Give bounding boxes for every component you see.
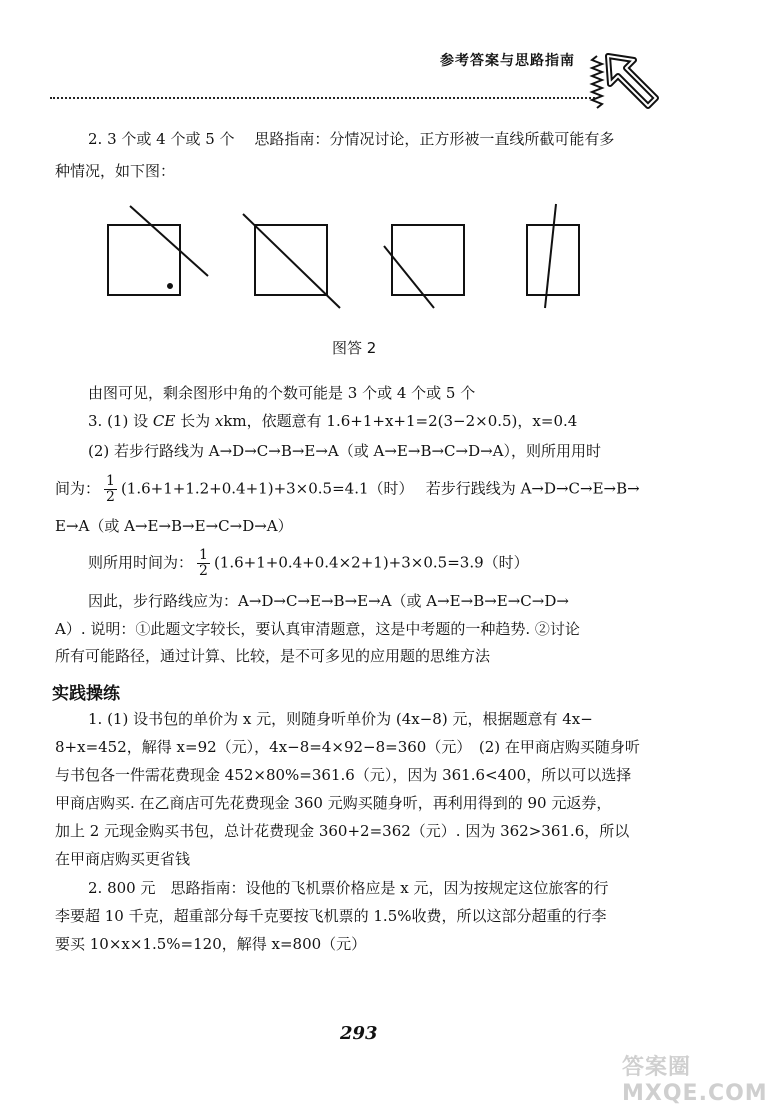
fraction-denominator: 2 [106, 489, 115, 505]
arrow-up-left-icon [604, 52, 662, 112]
fraction-numerator: 1 [106, 473, 115, 489]
practice-2-line-2: 李要超 10 千克，超重部分每千克要按飞机票的 1.5%收费，所以这部分超重的行李 [55, 907, 607, 925]
square-case-1 [108, 206, 208, 295]
fraction-numerator-2: 1 [199, 547, 208, 563]
q3-part1-prefix: 3. (1) 设 [88, 412, 153, 430]
practice-1-line-3: 与书包各一件需花费现金 452×80%=361.6（元），因为 361.6<400，所以可以选择 [55, 766, 632, 784]
q3-part2-line-3: E→A（或 A→E→B→E→C→D→A） [55, 517, 293, 535]
q3-conclusion-line-1: 因此，步行路线应为：A→D→C→E→B→E→A（或 A→E→B→E→C→D→ [88, 592, 569, 610]
fraction-half-2 [197, 548, 210, 579]
section-heading-practice: 实践操练 [52, 684, 120, 704]
practice-1-line-1: 1. (1) 设书包的单价为 x 元，则随身听单价为 (4x−8) 元，根据题意有 4x− [88, 710, 593, 728]
q3-calc-1: (1.6+1+1.2+0.4+1)+3×0.5=4.1（时） 若步行践线为 A→D→C→E→B→ [120, 479, 640, 498]
q2-line-2: 种情况，如下图： [55, 162, 176, 180]
q3-part2-line-4 [88, 548, 728, 579]
q3-time2-label: 则所用时间为： [88, 553, 194, 572]
q3-calc-2: (1.6+1+0.4+0.4×2+1)+3×0.5=3.9（时） [213, 553, 529, 572]
conclusion-line: 由图可见，剩余图形中角的个数可能是 3 个或 4 个或 5 个 [88, 384, 476, 402]
q3-part1-ce: CE [152, 412, 176, 430]
q3-part1-x: x [214, 412, 224, 430]
fraction-half [104, 474, 117, 505]
q3-conclusion-line-2: A）. 说明：①此题文字较长，要认真审清题意，这是中考题的一种趋势. ②讨论 [55, 620, 580, 638]
fraction-denominator-2: 2 [199, 563, 208, 579]
q3-part1-suffix: km，依题意有 1.6+1+x+1=2(3−2×0.5)，x=0.4 [223, 412, 578, 430]
practice-1-line-2: 8+x=452，解得 x=92（元），4x−8=4×92−8=360（元） (2) 在甲商店购买随身听 [55, 738, 640, 756]
practice-1-line-4: 甲商店购买. 在乙商店可先花费现金 360 元购买随身听，再利用得到的 90 元返券， [55, 794, 612, 812]
q3-conclusion-line-3: 所有可能路径，通过计算、比较，是不可多见的应用题的思维方法 [55, 647, 491, 665]
figure-caption: 图答 2 [332, 339, 377, 357]
page-number: 293 [340, 1023, 378, 1044]
zigzag-decoration-icon [591, 56, 603, 108]
header-title: 参考答案与思路指南 [440, 53, 575, 69]
q2-line-1: 2. 3 个或 4 个或 5 个 思路指南：分情况讨论，正方形被一直线所截可能有多 [88, 130, 615, 148]
square-case-2 [243, 214, 340, 308]
q3-part2-line-2 [55, 474, 695, 505]
figure-squares-cut-by-line [100, 198, 580, 313]
square-case-4 [527, 204, 579, 308]
practice-2-line-3: 要买 10×x×1.5%=120，解得 x=800（元） [55, 935, 367, 953]
practice-2-line-1: 2. 800 元 思路指南：设他的飞机票价格应是 x 元，因为按规定这位旅客的行 [88, 879, 609, 897]
q3-part2-line-1: (2) 若步行路线为 A→D→C→B→E→A（或 A→E→B→C→D→A），则所用用时 [88, 442, 602, 460]
practice-1-line-6: 在甲商店购买更省钱 [55, 850, 191, 868]
practice-1-line-5: 加上 2 元现金购买书包，总计花费现金 360+2=362（元）. 因为 362>361.6，所以 [55, 822, 630, 840]
q3-part1 [88, 410, 728, 432]
watermark-logo: 答案圈 MXQE.COM [622, 1055, 768, 1106]
q3-part1-mid: 长为 [175, 412, 215, 430]
square-case-3 [384, 225, 464, 308]
header-dotted-rule [50, 97, 595, 99]
q3-time-label: 间为： [55, 479, 101, 498]
